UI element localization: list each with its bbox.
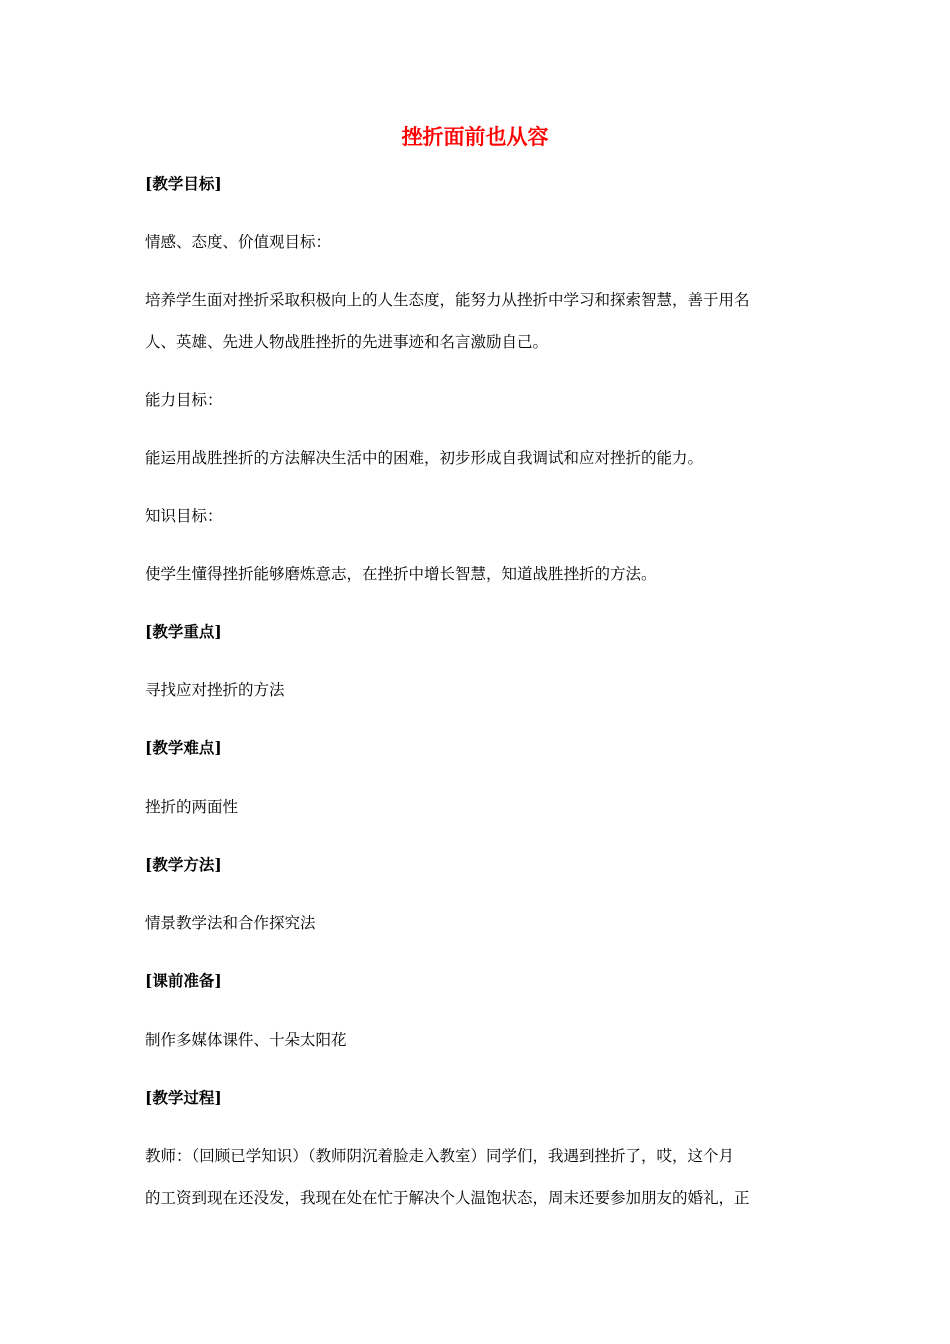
ability-objective-text: 能运用战胜挫折的方法解决生活中的困难，初步形成自我调试和应对挫折的能力。 bbox=[145, 449, 704, 467]
emotion-objective-line-1: 培养学生面对挫折采取积极向上的人生态度，能努力从挫折中学习和探索智慧，善于用名 bbox=[145, 291, 750, 309]
teaching-methods-text: 情景教学法和合作探究法 bbox=[145, 914, 316, 932]
heading-difficulties: [教学难点] bbox=[145, 738, 222, 757]
emotion-objective-label: 情感、态度、价值观目标： bbox=[145, 233, 332, 251]
process-line-1: 教师：（回顾已学知识）（教师阴沉着脸走入教室）同学们，我遇到挫折了，哎，这个月 bbox=[145, 1147, 735, 1165]
preparation-text: 制作多媒体课件、十朵太阳花 bbox=[145, 1031, 347, 1049]
heading-teaching-methods: [教学方法] bbox=[145, 855, 222, 874]
emotion-objective-line-2: 人、英雄、先进人物战胜挫折的先进事迹和名言激励自己。 bbox=[145, 333, 549, 351]
heading-key-points: [教学重点] bbox=[145, 622, 222, 641]
heading-teaching-process: [教学过程] bbox=[145, 1088, 222, 1107]
key-points-text: 寻找应对挫折的方法 bbox=[145, 681, 285, 699]
ability-objective-label: 能力目标： bbox=[145, 391, 223, 409]
process-line-2: 的工资到现在还没发，我现在处在忙于解决个人温饱状态，周末还要参加朋友的婚礼，正 bbox=[145, 1189, 750, 1207]
document-title: 挫折面前也从容 bbox=[401, 124, 549, 149]
knowledge-objective-label: 知识目标： bbox=[145, 507, 223, 525]
difficulties-text: 挫折的两面性 bbox=[145, 798, 239, 816]
heading-preparation: [课前准备] bbox=[145, 971, 222, 990]
heading-teaching-objectives: [教学目标] bbox=[145, 174, 222, 193]
knowledge-objective-text: 使学生懂得挫折能够磨炼意志，在挫折中增长智慧，知道战胜挫折的方法。 bbox=[145, 565, 657, 583]
